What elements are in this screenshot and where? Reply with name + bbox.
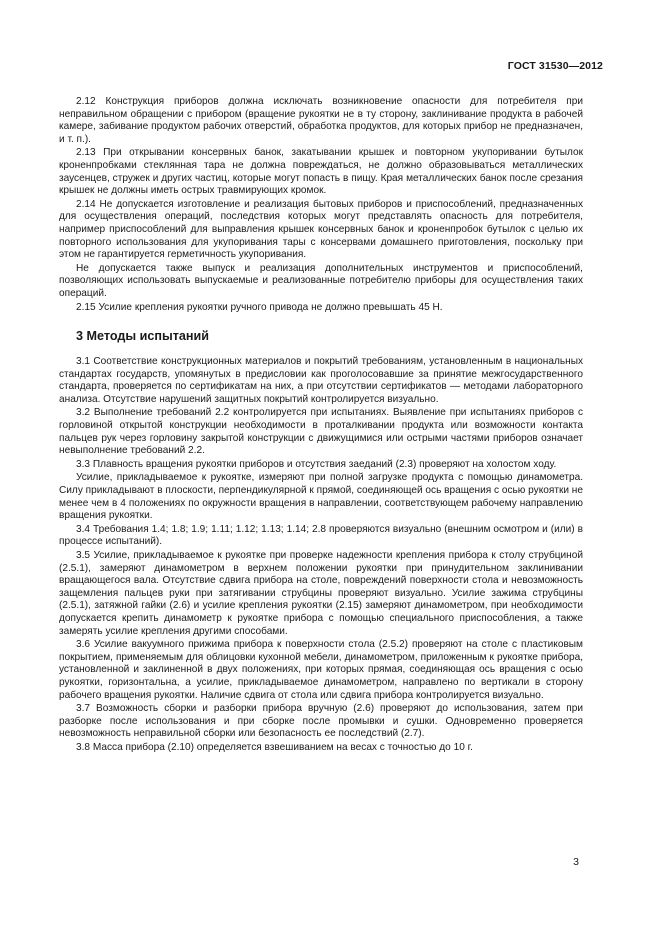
paragraph-2-14: 2.14 Не допускается изготовление и реализация бытовых приборов и приспособлений, предназначенных для осуществления операций, последствия которых могут представлять опасность для потребителя, например приспособлений для выправления крышек консервных банок и кроненпробок бутылок с целью их повторного использования для укупоривания тары с консервами домашнего приготовления, поскольку при этом не гарантируется герметичность укупоривания. — [59, 198, 583, 261]
paragraph-3-3: 3.3 Плавность вращения рукоятки приборов и отсутствия заеданий (2.3) проверяют на холостом ходу. — [76, 458, 557, 470]
document-body — [59, 96, 583, 756]
standard-header: ГОСТ 31530—2012 — [507, 60, 603, 72]
paragraph-2-12: 2.12 Конструкция приборов должна исключать возникновение опасности для потребителя при неправильном обращении с прибором (вращение рукоятки не в ту сторону, заклинивание продукта в рабочей камере, забивание продуктом рабочих отверстий, обработка продуктов, для которых прибор не предназначен, и т. п.). — [59, 96, 583, 145]
paragraph-2-13: 2.13 При открывании консервных банок, закатывании крышек и повторном укупоривании бутылок кроненпробками стеклянная тара не должна повреждаться, не должно образовываться металлических заусенцев, стружек и других частиц, которые могут попасть в пищу. Края металлических банок после срезания крышек не должны иметь острых травмирующих кромок. — [59, 147, 583, 197]
paragraph-3-4: 3.4 Требования 1.4; 1.8; 1.9; 1.11; 1.12; 1.13; 1.14; 2.8 проверяются визуально (внешним осмотром и (или) в процессе испытаний). — [59, 523, 583, 548]
paragraph-3-8: 3.8 Масса прибора (2.10) определяется взвешиванием на весах с точностью до 10 г. — [76, 741, 473, 753]
paragraph-3-7: 3.7 Возможность сборки и разборки прибора вручную (2.6) проверяют до использования, затем при разборке после использования и при сборке после промывки и сушки. Одновременно проверяется невозможность неправильной сборки или безопасность ее последствий (2.7). — [59, 703, 583, 740]
paragraph-3-5: 3.5 Усилие, прикладываемое к рукоятке при проверке надежности крепления прибора к столу струбциной (2.5.1), замеряют динамометром в верхнем положении рукоятки при принудительном заклинивании вращающегося вала. Отсутствие сдвига прибора на столе, повреждений поверхности стола и невозможность защемления пальцев руки при затягивании струбцины проверяют визуально. Усилие зажима струбцины (2.5.1), затяжной гайки (2.6) и усилие крепления рукоятки (2.15) замеряют динамометром, при необходимости допускается крепить динамометр к рукоятке прибора с помощью специального приспособления, а также замерять усилие крепления другими способами. — [59, 550, 583, 637]
paragraph-2-15: 2.15 Усилие крепления рукоятки ручного привода не должно превышать 45 Н. — [76, 301, 443, 313]
paragraph-2-14-continued: Не допускается также выпуск и реализация дополнительных инструментов и приспособлений, позволяющих использовать выпускаемые и реализованные потребителю приборы для осуществления таких операций. — [59, 262, 583, 299]
paragraph-3-2: 3.2 Выполнение требований 2.2 контролируется при испытаниях. Выявление при испытаниях приборов с горловиной открытой конструкции необходимости в проталкивании продукта или возможности контакта пальцев рук через горловину закрытой конструкции с движущимися или острыми частями приборов означает невыполнение требований 2.2. — [59, 407, 583, 457]
section-3-heading: 3 Методы испытаний — [76, 329, 209, 344]
paragraph-3-6: 3.6 Усилие вакуумного прижима прибора к поверхности стола (2.5.2) проверяют на столе с пластиковым покрытием, применяемым для облицовки кухонной мебели, динамометром, приложенным к рукоятке прибора, установленной и заклиненной в двух положениях, при которых прямая, соединяющая ось вращения с осью рукоятки, горизонтальна, а усилие, прикладываемое динамометром, направлено по вертикали в сторону рабочего вращения рукоятки. Наличие сдвига от стола или сдвига прибора контролируется визуально. — [59, 639, 583, 701]
page-number: 3 — [573, 856, 579, 868]
paragraph-3-3-continued: Усилие, прикладываемое к рукоятке, измеряют при полной загрузке продукта с помощью динамометра. Силу прикладывают в плоскости, перпендикулярной к прямой, соединяющей ось вращения с осью рукоятки не менее чем в 4 положениях по окружности вращения в направлении, соответствующем рабочему направлению вращения рукоятки. — [59, 472, 583, 522]
paragraph-3-1: 3.1 Соответствие конструкционных материалов и покрытий требованиям, установленным в национальных стандартах государств, упомянутых в предисловии как проголосовавшие за принятие межгосударственного стандарта, проверяется по сертификатам на них, а при отсутствии сертификатов — методами лабораторного анализа. Отсутствие нарушений защитных покрытий контролируется визуально. — [59, 356, 583, 405]
